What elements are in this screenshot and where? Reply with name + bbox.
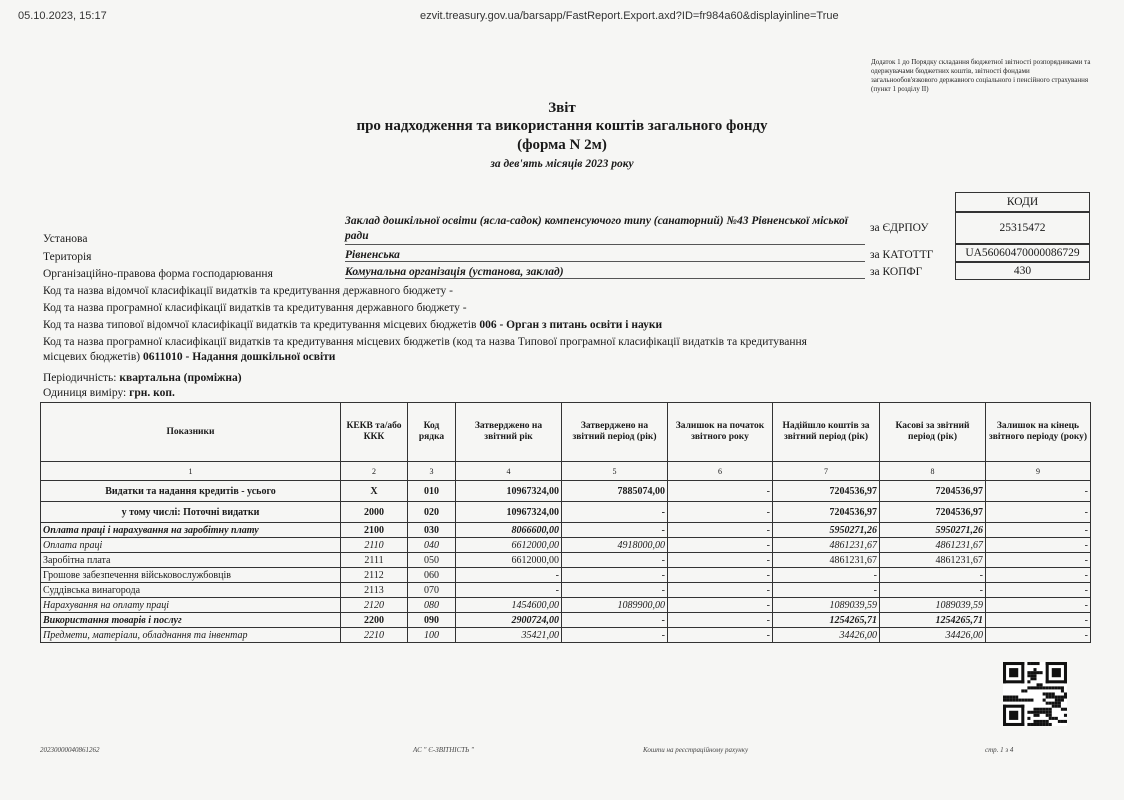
row-balance-start: - bbox=[668, 583, 773, 598]
col-header: Касові за звітний період (рік) bbox=[880, 403, 986, 462]
row-name: Предмети, матеріали, обладнання та інвентар bbox=[41, 628, 341, 643]
table-row bbox=[41, 583, 1091, 598]
col-header: КЕКВ та/або ККК bbox=[341, 403, 408, 462]
row-cash: 34426,00 bbox=[880, 628, 986, 643]
row-cash: - bbox=[880, 583, 986, 598]
footer-page: стр. 1 з 4 bbox=[985, 746, 1014, 754]
row-balance-start: - bbox=[668, 613, 773, 628]
row-approved-period: - bbox=[562, 502, 668, 523]
table-header-row bbox=[41, 403, 1091, 462]
row-name: Нарахування на оплату праці bbox=[41, 598, 341, 613]
table-row bbox=[41, 628, 1091, 643]
col-number: 2 bbox=[341, 462, 408, 481]
row-balance-end: - bbox=[986, 538, 1091, 553]
codes-header: КОДИ bbox=[955, 192, 1090, 212]
row-balance-end: - bbox=[986, 568, 1091, 583]
row-balance-start: - bbox=[668, 481, 773, 502]
row-approved-year: - bbox=[456, 583, 562, 598]
col-header: Залишок на кінець звітного періоду (року) bbox=[986, 403, 1091, 462]
territory-label: Територія bbox=[43, 251, 92, 263]
col-number: 8 bbox=[880, 462, 986, 481]
row-cash: 4861231,67 bbox=[880, 538, 986, 553]
row-name: Оплата праці bbox=[41, 538, 341, 553]
row-received: 5950271,26 bbox=[773, 523, 880, 538]
row-code: 020 bbox=[408, 502, 456, 523]
row-approved-period: 1089900,00 bbox=[562, 598, 668, 613]
row-name: Видатки та надання кредитів - усього bbox=[41, 481, 341, 502]
row-balance-end: - bbox=[986, 481, 1091, 502]
col-number: 7 bbox=[773, 462, 880, 481]
row-cash: 7204536,97 bbox=[880, 481, 986, 502]
row-name: Заробітна плата bbox=[41, 553, 341, 568]
row-kekv: 2111 bbox=[341, 553, 408, 568]
row-received: 7204536,97 bbox=[773, 502, 880, 523]
col-number: 6 bbox=[668, 462, 773, 481]
col-header: Залишок на початок звітного року bbox=[668, 403, 773, 462]
row-approved-year: 10967324,00 bbox=[456, 481, 562, 502]
row-approved-year: 1454600,00 bbox=[456, 598, 562, 613]
footer-doc-id: 20230000040861262 bbox=[40, 746, 100, 754]
local-dept-value: 006 - Орган з питань освіти і науки bbox=[479, 319, 663, 331]
print-datetime: 05.10.2023, 15:17 bbox=[18, 10, 107, 22]
row-cash: 1254265,71 bbox=[880, 613, 986, 628]
row-kekv: X bbox=[341, 481, 408, 502]
unit-value: грн. коп. bbox=[129, 387, 175, 399]
local-program-classification bbox=[43, 335, 863, 365]
row-approved-year: 6612000,00 bbox=[456, 538, 562, 553]
row-balance-end: - bbox=[986, 598, 1091, 613]
footer-account: Кошти на реєстраційному рахунку bbox=[643, 746, 749, 754]
row-balance-start: - bbox=[668, 502, 773, 523]
col-number: 3 bbox=[408, 462, 456, 481]
row-code: 040 bbox=[408, 538, 456, 553]
org-form-label: Організаційно-правова форма господарювання bbox=[43, 268, 273, 280]
table-row bbox=[41, 568, 1091, 583]
report-title: Звіт bbox=[548, 100, 576, 116]
row-name: Грошове забезпечення військовослужбовців bbox=[41, 568, 341, 583]
row-balance-end: - bbox=[986, 502, 1091, 523]
row-kekv: 2200 bbox=[341, 613, 408, 628]
appendix-note: Додаток 1 до Порядку складання бюджетної звітності розпорядниками та одержувачами бюджетних коштів, звітності фондами загальнообов'язкового державного соціального і пенсійного страхування (пункт 1 розділу II) bbox=[871, 58, 1091, 93]
row-received: 1089039,59 bbox=[773, 598, 880, 613]
row-kekv: 2210 bbox=[341, 628, 408, 643]
table-row bbox=[41, 538, 1091, 553]
col-header: Показники bbox=[41, 403, 341, 462]
row-approved-period: - bbox=[562, 613, 668, 628]
row-code: 010 bbox=[408, 481, 456, 502]
table-row bbox=[41, 598, 1091, 613]
row-name: Суддівська винагорода bbox=[41, 583, 341, 598]
row-approved-period: - bbox=[562, 628, 668, 643]
row-kekv: 2120 bbox=[341, 598, 408, 613]
row-cash: 1089039,59 bbox=[880, 598, 986, 613]
row-cash: - bbox=[880, 568, 986, 583]
row-balance-end: - bbox=[986, 553, 1091, 568]
row-balance-end: - bbox=[986, 613, 1091, 628]
row-balance-end: - bbox=[986, 583, 1091, 598]
local-program-prefix2: місцевих бюджетів) bbox=[43, 351, 141, 363]
row-name: у тому числі: Поточні видатки bbox=[41, 502, 341, 523]
edrpou-label: за ЄДРПОУ bbox=[870, 222, 929, 234]
periodicity-label: Періодичність: bbox=[43, 372, 117, 384]
row-received: 7204536,97 bbox=[773, 481, 880, 502]
report-table bbox=[40, 402, 1091, 643]
row-approved-period: - bbox=[562, 523, 668, 538]
col-number: 9 bbox=[986, 462, 1091, 481]
col-number: 1 bbox=[41, 462, 341, 481]
report-form: (форма N 2м) bbox=[517, 137, 607, 153]
col-header: Затверджено на звітний період (рік) bbox=[562, 403, 668, 462]
table-row bbox=[41, 523, 1091, 538]
row-code: 070 bbox=[408, 583, 456, 598]
kopfg-code: 430 bbox=[955, 262, 1090, 280]
local-program-value: 0611010 - Надання дошкільної освіти bbox=[143, 351, 336, 363]
institution-value: Заклад дошкільної освіти (ясла-садок) компенсуючого типу (санаторний) №43 Рівненської міської ради bbox=[345, 214, 865, 245]
row-cash: 5950271,26 bbox=[880, 523, 986, 538]
row-received: - bbox=[773, 583, 880, 598]
row-code: 060 bbox=[408, 568, 456, 583]
row-received: - bbox=[773, 568, 880, 583]
table-row bbox=[41, 553, 1091, 568]
row-approved-period: - bbox=[562, 568, 668, 583]
row-approved-period: 7885074,00 bbox=[562, 481, 668, 502]
unit-label: Одиниця виміру: bbox=[43, 387, 127, 399]
row-code: 050 bbox=[408, 553, 456, 568]
row-balance-end: - bbox=[986, 628, 1091, 643]
local-program-prefix: Код та назва програмної класифікації видатків та кредитування місцевих бюджетів (код та назва Типової програмної класифікації видатків та кредитування bbox=[43, 336, 807, 348]
column-numbers-row bbox=[41, 462, 1091, 481]
row-balance-end: - bbox=[986, 523, 1091, 538]
unit bbox=[43, 387, 175, 399]
row-code: 090 bbox=[408, 613, 456, 628]
col-header: Код рядка bbox=[408, 403, 456, 462]
row-received: 34426,00 bbox=[773, 628, 880, 643]
row-received: 4861231,67 bbox=[773, 553, 880, 568]
row-approved-year: 35421,00 bbox=[456, 628, 562, 643]
row-code: 030 bbox=[408, 523, 456, 538]
row-approved-year: 10967324,00 bbox=[456, 502, 562, 523]
row-name: Використання товарів і послуг bbox=[41, 613, 341, 628]
row-cash: 7204536,97 bbox=[880, 502, 986, 523]
row-received: 4861231,67 bbox=[773, 538, 880, 553]
col-header: Надійшло коштів за звітний період (рік) bbox=[773, 403, 880, 462]
row-kekv: 2113 bbox=[341, 583, 408, 598]
row-name: Оплата праці і нарахування на заробітну плату bbox=[41, 523, 341, 538]
table-row bbox=[41, 481, 1091, 502]
table-row bbox=[41, 502, 1091, 523]
row-approved-year: - bbox=[456, 568, 562, 583]
row-code: 100 bbox=[408, 628, 456, 643]
row-kekv: 2000 bbox=[341, 502, 408, 523]
report-subtitle: про надходження та використання коштів загального фонду bbox=[356, 118, 768, 134]
footer-system: АС " Є-ЗВІТНІСТЬ " bbox=[413, 746, 474, 754]
col-header: Затверджено на звітний рік bbox=[456, 403, 562, 462]
col-number: 5 bbox=[562, 462, 668, 481]
row-balance-start: - bbox=[668, 523, 773, 538]
row-approved-year: 8066600,00 bbox=[456, 523, 562, 538]
row-balance-start: - bbox=[668, 538, 773, 553]
katottg-code: UA56060470000086729 bbox=[955, 244, 1090, 262]
col-number: 4 bbox=[456, 462, 562, 481]
row-received: 1254265,71 bbox=[773, 613, 880, 628]
territory-value: Рівненська bbox=[345, 249, 865, 262]
row-kekv: 2112 bbox=[341, 568, 408, 583]
qr-code-icon bbox=[1003, 662, 1067, 726]
row-cash: 4861231,67 bbox=[880, 553, 986, 568]
periodicity-value: квартальна (проміжна) bbox=[119, 372, 242, 384]
row-balance-start: - bbox=[668, 628, 773, 643]
row-kekv: 2100 bbox=[341, 523, 408, 538]
row-approved-period: - bbox=[562, 583, 668, 598]
state-dept-classification: Код та назва відомчої класифікації видатків та кредитування державного бюджету - bbox=[43, 285, 453, 297]
report-period: за дев'ять місяців 2023 року bbox=[490, 158, 634, 170]
row-balance-start: - bbox=[668, 553, 773, 568]
row-approved-year: 6612000,00 bbox=[456, 553, 562, 568]
state-program-classification: Код та назва програмної класифікації видатків та кредитування державного бюджету - bbox=[43, 302, 467, 314]
row-code: 080 bbox=[408, 598, 456, 613]
org-form-value: Комунальна організація (установа, заклад) bbox=[345, 266, 865, 279]
katottg-label: за КАТОТТГ bbox=[870, 249, 934, 261]
row-approved-year: 2900724,00 bbox=[456, 613, 562, 628]
local-dept-prefix: Код та назва типової відомчої класифікації видатків та кредитування місцевих бюджетів bbox=[43, 319, 477, 331]
institution-label: Установа bbox=[43, 233, 88, 245]
local-dept-classification bbox=[43, 319, 662, 331]
kopfg-label: за КОПФГ bbox=[870, 266, 923, 278]
row-approved-period: - bbox=[562, 553, 668, 568]
print-url: ezvit.treasury.gov.ua/barsapp/FastReport.Export.axd?ID=fr984a60&displayinline=True bbox=[420, 10, 839, 22]
edrpou-code: 25315472 bbox=[955, 212, 1090, 244]
periodicity bbox=[43, 372, 242, 384]
row-balance-start: - bbox=[668, 598, 773, 613]
row-balance-start: - bbox=[668, 568, 773, 583]
row-approved-period: 4918000,00 bbox=[562, 538, 668, 553]
table-row bbox=[41, 613, 1091, 628]
row-kekv: 2110 bbox=[341, 538, 408, 553]
